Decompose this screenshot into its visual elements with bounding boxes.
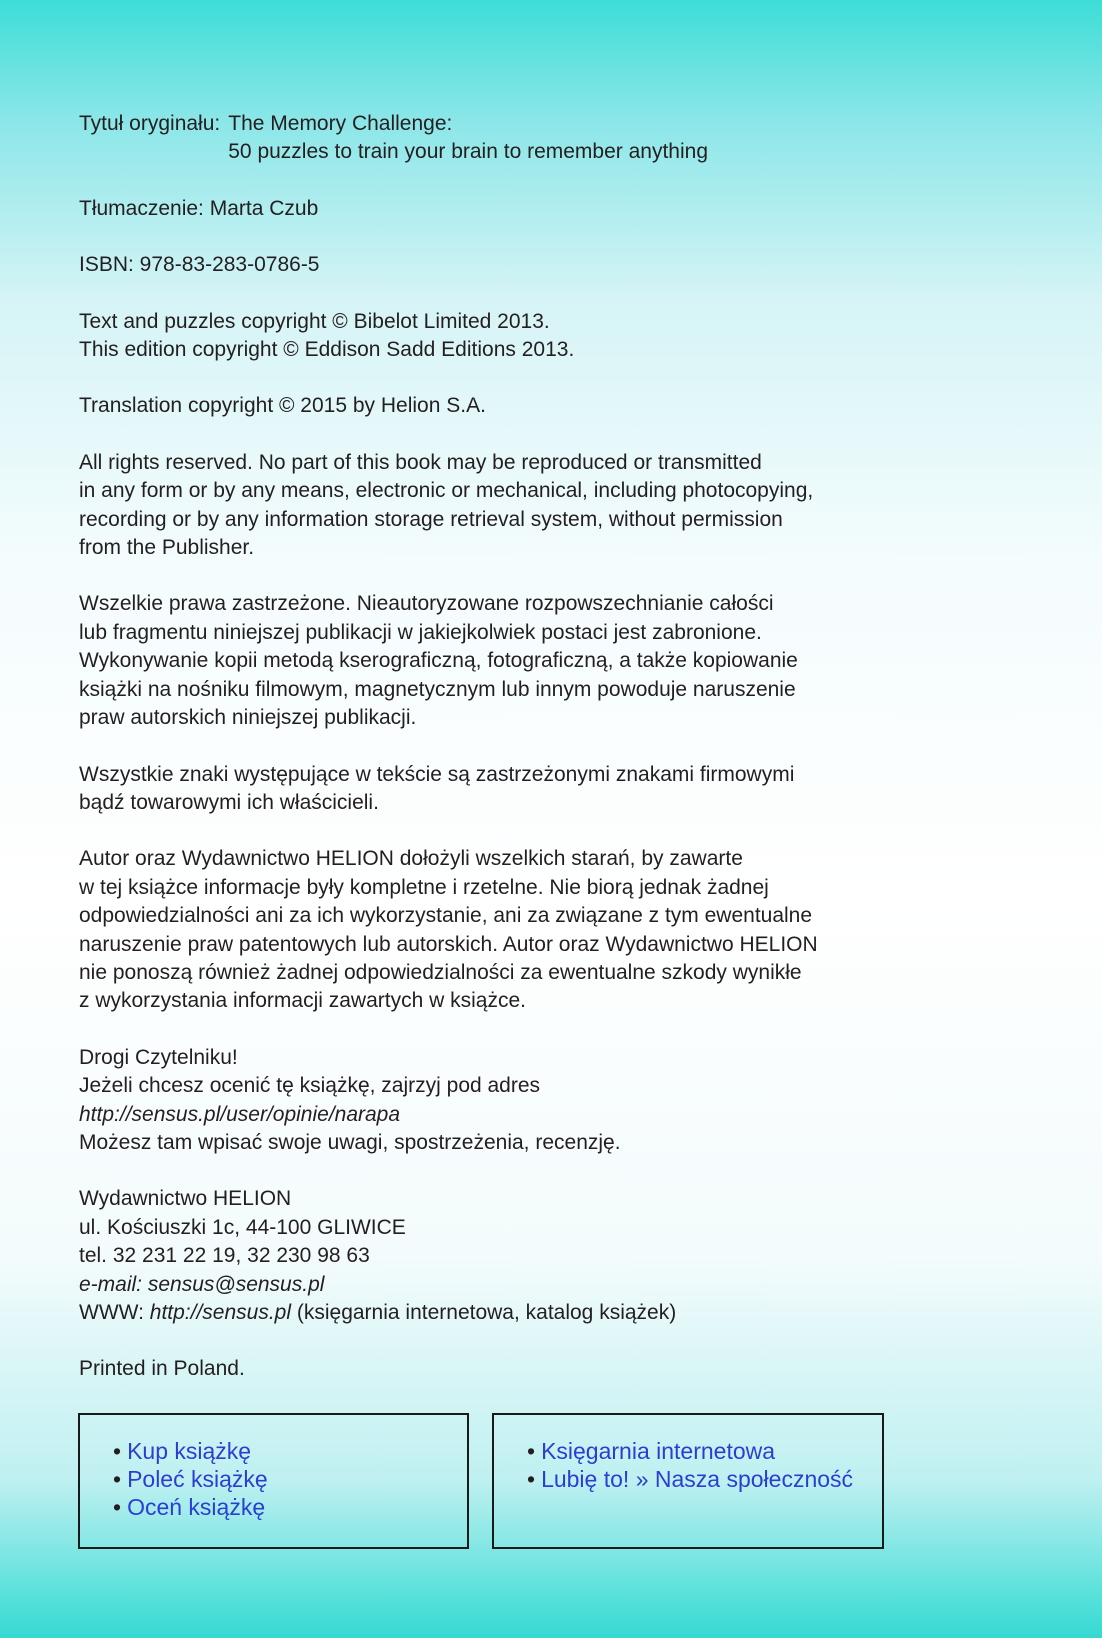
publisher-info [79, 1185, 979, 1327]
publisher-address: ul. Kościuszki 1c, 44-100 GLIWICE [79, 1215, 406, 1239]
copyright-line-1: Text and puzzles copyright © Bibelot Limited 2013. [79, 309, 550, 333]
rights-pl-line: Wykonywanie kopii metodą kserograficzną, fotograficzną, a także kopiowanie [79, 649, 798, 673]
rights-en-line: recording or by any information storage retrieval system, without permission [79, 507, 783, 531]
disclaimer-line: z wykorzystania informacji zawartych w książce. [79, 989, 526, 1013]
original-title-label: Tytuł oryginału: [79, 112, 221, 135]
rights-en-line: in any form or by any means, electronic or mechanical, including photocopying, [79, 479, 814, 503]
reader-note-line: Możesz tam wpisać swoje uwagi, spostrzeżenia, recenzję. [79, 1130, 621, 1154]
copyright-page [79, 110, 979, 1412]
rights-pl-line: Wszelkie prawa zastrzeżone. Nieautoryzowane rozpowszechnianie całości [79, 592, 774, 616]
rights-english [79, 449, 979, 563]
disclaimer [79, 845, 979, 1015]
rights-en-line: All rights reserved. No part of this book may be reproduced or transmitted [79, 450, 762, 474]
publisher-name: Wydawnictwo HELION [79, 1187, 292, 1211]
trademarks-line: bądź towarowymi ich właścicieli. [79, 790, 379, 814]
disclaimer-line: naruszenie praw patentowych lub autorskich. Autor oraz Wydawnictwo HELION [79, 932, 818, 956]
rate-book-link[interactable]: Oceń książkę [127, 1494, 266, 1520]
rights-polish [79, 590, 979, 732]
trademarks-notice [79, 761, 979, 818]
store-links-box [492, 1413, 884, 1549]
isbn-text: ISBN: 978-83-283-0786-5 [79, 253, 320, 277]
translation-copyright [79, 392, 979, 420]
original-title-line-2: 50 puzzles to train your brain to remember anything [228, 140, 708, 164]
original-title-values [228, 110, 708, 167]
disclaimer-line: Autor oraz Wydawnictwo HELION dołożyli wszelkich starań, by zawarte [79, 847, 743, 871]
translator-text: Tłumaczenie: Marta Czub [79, 196, 319, 220]
translator [79, 195, 979, 223]
online-bookstore-link[interactable]: Księgarnia internetowa [541, 1438, 776, 1464]
disclaimer-line: nie ponoszą również żadnej odpowiedzialności za ewentualne szkody wynikłe [79, 960, 802, 984]
trademarks-line: Wszystkie znaki występujące w tekście są zastrzeżonymi znakami firmowymi [79, 762, 795, 786]
publisher-email: e-mail: sensus@sensus.pl [79, 1272, 325, 1296]
rights-pl-line: lub fragmentu niniejszej publikacji w jakiejkolwiek postaci jest zabronione. [79, 620, 762, 644]
disclaimer-line: w tej książce informacje były kompletne i rzetelne. Nie biorą jednak żadnej [79, 875, 769, 899]
publisher-www [79, 1299, 979, 1327]
opinion-url: http://sensus.pl/user/opinie/narapa [79, 1102, 401, 1126]
bullet: • [113, 1494, 122, 1520]
copyright-notice [79, 308, 979, 365]
original-title-line-1: The Memory Challenge: [228, 112, 453, 135]
reader-greeting: Drogi Czytelniku! [79, 1045, 238, 1069]
bullet: • [113, 1466, 122, 1492]
translation-copyright-text: Translation copyright © 2015 by Helion S.A. [79, 394, 486, 418]
bullet: • [527, 1438, 536, 1464]
isbn [79, 251, 979, 279]
buy-book-item [113, 1437, 467, 1465]
links-row [78, 1413, 884, 1549]
copyright-line-2: This edition copyright © Eddison Sadd Editions 2013. [79, 338, 575, 362]
recommend-book-link[interactable]: Poleć książkę [127, 1466, 268, 1492]
printed-in [79, 1355, 979, 1383]
rights-pl-line: książki na nośniku filmowym, magnetycznym lub innym powoduje naruszenie [79, 677, 796, 701]
reader-note-line: Jeżeli chcesz ocenić tę książkę, zajrzyj pod adres [79, 1074, 541, 1098]
recommend-book-item [113, 1465, 467, 1493]
reader-note [79, 1044, 979, 1158]
printed-in-text: Printed in Poland. [79, 1357, 245, 1381]
book-actions-box [78, 1413, 469, 1549]
rate-book-item [113, 1493, 467, 1521]
original-title [79, 110, 979, 167]
www-note: (księgarnia internetowa, katalog książek) [296, 1301, 677, 1324]
bookstore-item [527, 1437, 882, 1465]
rights-en-line: from the Publisher. [79, 536, 255, 560]
bullet: • [113, 1438, 122, 1464]
disclaimer-line: odpowiedzialności ani za ich wykorzystanie, ani za związane z tym ewentualne [79, 904, 813, 928]
community-link[interactable]: Lubię to! » Nasza społeczność [541, 1466, 854, 1492]
publisher-phone: tel. 32 231 22 19, 32 230 98 63 [79, 1244, 370, 1268]
community-item [527, 1465, 882, 1493]
www-url: http://sensus.pl [149, 1301, 292, 1324]
www-label: WWW: [79, 1301, 144, 1324]
buy-book-link[interactable]: Kup książkę [127, 1438, 252, 1464]
rights-pl-line: praw autorskich niniejszej publikacji. [79, 706, 417, 730]
bullet: • [527, 1466, 536, 1492]
